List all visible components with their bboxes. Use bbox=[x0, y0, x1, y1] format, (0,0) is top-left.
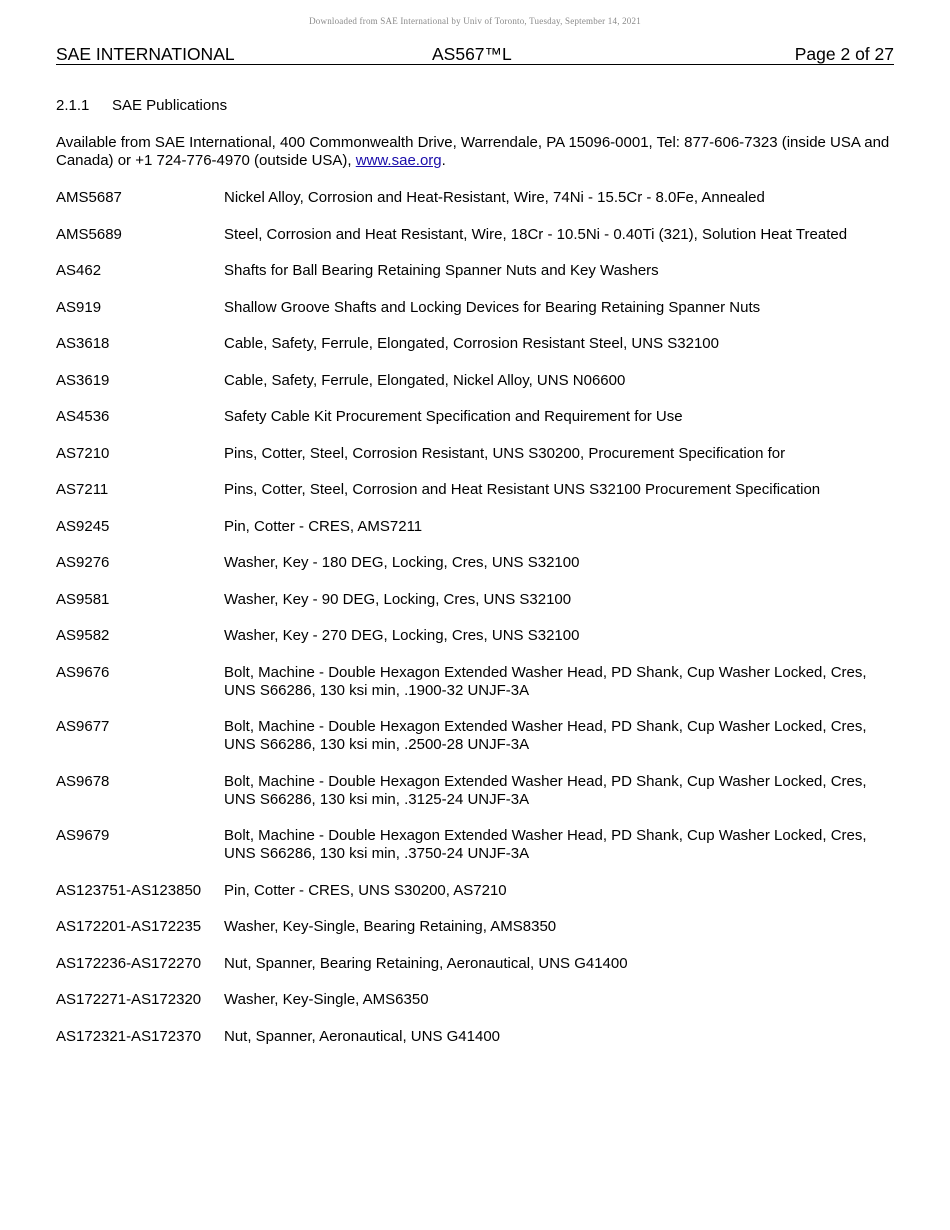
reference-number: AS172236-AS172270 bbox=[56, 954, 202, 972]
reference-row bbox=[56, 955, 896, 973]
reference-title: Washer, Key - 90 DEG, Locking, Cres, UNS S32100 bbox=[224, 590, 572, 608]
reference-number: AS9676 bbox=[56, 663, 110, 681]
reference-title: Bolt, Machine - Double Hexagon Extended Washer Head, PD Shank, Cup Washer Locked, Cres, UNS S66286, 130 ksi min, .1900-32 UNJF-3A bbox=[224, 663, 867, 699]
reference-title: Bolt, Machine - Double Hexagon Extended Washer Head, PD Shank, Cup Washer Locked, Cres, UNS S66286, 130 ksi min, .2500-28 UNJF-3A bbox=[224, 718, 867, 753]
header-page-number: Page 2 of 27 bbox=[794, 44, 894, 64]
reference-row bbox=[56, 827, 896, 863]
reference-title: Washer, Key - 180 DEG, Locking, Cres, UNS S32100 bbox=[224, 554, 580, 571]
reference-number: AS3618 bbox=[56, 335, 110, 352]
reference-row bbox=[56, 335, 896, 353]
reference-number: AMS5687 bbox=[56, 189, 122, 206]
header-organization: SAE INTERNATIONAL bbox=[56, 44, 235, 64]
reference-row bbox=[56, 299, 896, 317]
reference-number: AS9582 bbox=[56, 627, 110, 644]
reference-row bbox=[56, 882, 896, 900]
reference-number: AS4536 bbox=[56, 408, 110, 425]
reference-number: AS919 bbox=[56, 298, 102, 316]
reference-row bbox=[56, 627, 896, 645]
reference-row bbox=[56, 554, 896, 572]
reference-row bbox=[56, 718, 896, 754]
reference-title: Pin, Cotter - CRES, AMS7211 bbox=[224, 517, 423, 535]
reference-title: Washer, Key-Single, AMS6350 bbox=[224, 991, 429, 1008]
reference-title: Shafts for Ball Bearing Retaining Spanner Nuts and Key Washers bbox=[224, 262, 659, 279]
reference-row bbox=[56, 262, 896, 280]
header-document-id: AS567™L bbox=[432, 44, 512, 64]
reference-row bbox=[56, 918, 896, 936]
reference-title: Shallow Groove Shafts and Locking Devices for Bearing Retaining Spanner Nuts bbox=[224, 298, 761, 316]
reference-list bbox=[56, 189, 896, 1046]
section-heading bbox=[56, 97, 896, 115]
reference-number: AMS5689 bbox=[56, 225, 122, 243]
reference-number: AS9679 bbox=[56, 827, 110, 844]
reference-number: AS172321-AS172370 bbox=[56, 1027, 202, 1045]
reference-title: Pins, Cotter, Steel, Corrosion and Heat Resistant UNS S32100 Procurement Specification bbox=[224, 481, 821, 498]
reference-number: AS9678 bbox=[56, 772, 110, 790]
reference-row bbox=[56, 664, 896, 700]
reference-row bbox=[56, 408, 896, 426]
availability-paragraph bbox=[56, 134, 896, 170]
reference-title: Pin, Cotter - CRES, UNS S30200, AS7210 bbox=[224, 881, 507, 899]
section-title: SAE Publications bbox=[112, 97, 228, 114]
reference-row bbox=[56, 226, 896, 244]
reference-row bbox=[56, 481, 896, 499]
reference-number: AS7211 bbox=[56, 481, 109, 498]
download-watermark: Downloaded from SAE International by Univ of Toronto, Tuesday, September 14, 2021 bbox=[309, 16, 641, 26]
reference-row bbox=[56, 773, 896, 809]
page-content bbox=[56, 97, 896, 1046]
reference-title: Cable, Safety, Ferrule, Elongated, Nickel Alloy, UNS N06600 bbox=[224, 371, 626, 389]
reference-number: AS9276 bbox=[56, 554, 110, 571]
reference-row bbox=[56, 1028, 896, 1046]
reference-number: AS3619 bbox=[56, 371, 110, 389]
section-number: 2.1.1 bbox=[56, 97, 90, 114]
reference-row bbox=[56, 518, 896, 536]
reference-title: Cable, Safety, Ferrule, Elongated, Corrosion Resistant Steel, UNS S32100 bbox=[224, 335, 719, 352]
reference-number: AS172271-AS172320 bbox=[56, 991, 202, 1008]
reference-row bbox=[56, 372, 896, 390]
reference-title: Washer, Key - 270 DEG, Locking, Cres, UNS S32100 bbox=[224, 627, 580, 644]
reference-title: Nut, Spanner, Bearing Retaining, Aeronautical, UNS G41400 bbox=[224, 954, 628, 972]
reference-number: AS172201-AS172235 bbox=[56, 918, 202, 935]
page-header bbox=[56, 44, 894, 65]
availability-period: . bbox=[441, 152, 446, 169]
reference-number: AS9245 bbox=[56, 517, 110, 535]
sae-website-link[interactable]: www.sae.org bbox=[355, 152, 442, 169]
reference-number: AS9677 bbox=[56, 718, 110, 735]
reference-row bbox=[56, 591, 896, 609]
reference-title: Pins, Cotter, Steel, Corrosion Resistant, UNS S30200, Procurement Specification for bbox=[224, 444, 786, 462]
reference-row bbox=[56, 189, 896, 207]
reference-title: Steel, Corrosion and Heat Resistant, Wire, 18Cr - 10.5Ni - 0.40Ti (321), Solution Heat Treated bbox=[224, 225, 848, 243]
reference-title: Nut, Spanner, Aeronautical, UNS G41400 bbox=[224, 1027, 501, 1045]
availability-text: Available from SAE International, 400 Commonwealth Drive, Warrendale, PA 15096-0001, Tel: 877-606-7323 (inside USA and Canada) or +1 724-776-4970 (outside USA), bbox=[56, 134, 890, 169]
reference-title: Safety Cable Kit Procurement Specification and Requirement for Use bbox=[224, 408, 683, 425]
reference-number: AS123751-AS123850 bbox=[56, 881, 202, 899]
reference-title: Nickel Alloy, Corrosion and Heat-Resistant, Wire, 74Ni - 15.5Cr - 8.0Fe, Annealed bbox=[224, 189, 765, 206]
reference-title: Bolt, Machine - Double Hexagon Extended Washer Head, PD Shank, Cup Washer Locked, Cres, UNS S66286, 130 ksi min, .3750-24 UNJF-3A bbox=[224, 827, 867, 862]
reference-row bbox=[56, 991, 896, 1009]
reference-number: AS9581 bbox=[56, 590, 110, 608]
reference-number: AS7210 bbox=[56, 444, 110, 462]
reference-number: AS462 bbox=[56, 262, 102, 279]
reference-row bbox=[56, 445, 896, 463]
reference-title: Washer, Key-Single, Bearing Retaining, AMS8350 bbox=[224, 918, 557, 935]
reference-title: Bolt, Machine - Double Hexagon Extended Washer Head, PD Shank, Cup Washer Locked, Cres, UNS S66286, 130 ksi min, .3125-24 UNJF-3A bbox=[224, 772, 867, 808]
